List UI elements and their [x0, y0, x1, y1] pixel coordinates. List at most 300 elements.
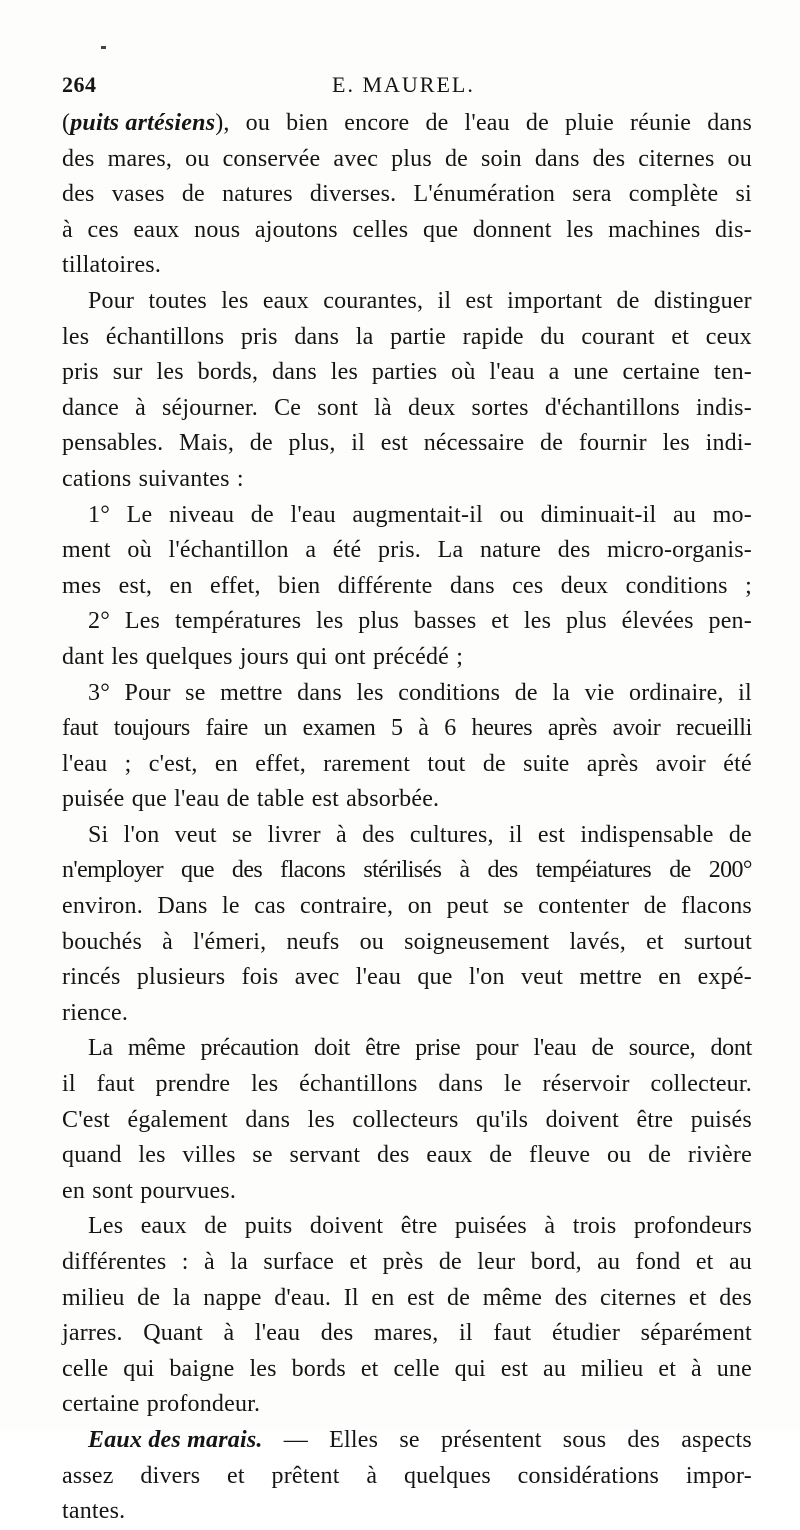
word: toujours [113, 715, 190, 742]
word: Si [88, 821, 109, 848]
word: c'est, [148, 750, 198, 777]
word: conservée [222, 145, 321, 172]
word: diminuait-il [540, 501, 657, 528]
word: nature [479, 537, 542, 564]
page-header [62, 72, 752, 102]
word: partie [390, 323, 446, 350]
word: Dans [157, 893, 208, 920]
word: quelques [403, 1462, 491, 1489]
word: effet, [210, 572, 261, 599]
word: en [214, 750, 238, 777]
word: dance [62, 394, 119, 421]
word: même [482, 1284, 543, 1311]
word: l'eau [464, 110, 510, 136]
word: conditions [398, 679, 501, 706]
word: examen [302, 715, 376, 742]
word: d'eau. [274, 1284, 332, 1311]
word: au [672, 501, 697, 528]
word: indis- [696, 394, 752, 421]
word: les [156, 359, 184, 386]
text-line [62, 960, 752, 996]
word: toutes [148, 287, 207, 314]
word: Elles [329, 1426, 379, 1453]
word: ou [499, 501, 524, 528]
word: et [695, 1249, 714, 1275]
word: les [251, 1071, 279, 1098]
word: flacons [681, 893, 752, 920]
word: tempéiatures [535, 857, 652, 884]
word: Il [343, 1284, 359, 1311]
word: dans [707, 110, 752, 136]
word: expé- [697, 964, 752, 991]
word: des [377, 1142, 410, 1169]
word: de [648, 1142, 672, 1169]
word: Ce [274, 394, 302, 421]
word: ten- [713, 359, 752, 386]
word: le [222, 893, 240, 920]
text-line [62, 391, 752, 427]
word: flacons [280, 857, 346, 884]
word: à [690, 1355, 702, 1382]
word: dis- [715, 216, 752, 243]
word: celle [393, 1355, 440, 1382]
word: — [283, 1426, 308, 1453]
text-line [62, 1103, 752, 1139]
word: de [669, 857, 691, 884]
word: l'eau [489, 359, 535, 386]
word: plusieurs [136, 964, 226, 991]
word: élevées [621, 608, 694, 635]
word: les [316, 608, 344, 635]
word: certaine [62, 1391, 140, 1418]
word: des [320, 1320, 354, 1347]
word: courantes, [323, 287, 424, 314]
word: rincés [62, 964, 121, 991]
text-line [62, 747, 752, 783]
word: que [422, 216, 459, 243]
word: donnent [472, 216, 552, 243]
text-line [62, 1494, 752, 1530]
word: l'eau [533, 1035, 577, 1062]
word: également [127, 1106, 228, 1133]
running-head: E. MAUREL. [332, 72, 475, 97]
word: eaux [140, 1213, 187, 1240]
word: où [451, 359, 476, 386]
word: dans [534, 145, 580, 172]
word: bien [286, 110, 329, 136]
word: que [131, 786, 167, 813]
word: les [566, 216, 594, 243]
word: dans [297, 679, 342, 706]
word: les [221, 287, 249, 314]
word: avec [294, 964, 340, 991]
word: : [181, 1249, 189, 1275]
word: ces [512, 572, 544, 599]
word: bords [291, 1355, 346, 1382]
word: se [185, 679, 206, 706]
word: jarres. [62, 1320, 123, 1347]
word: ou [185, 145, 210, 172]
word: sortes [471, 394, 529, 421]
word: qui [454, 1355, 486, 1382]
word: plus, [288, 430, 336, 457]
word: bouchés [62, 928, 143, 955]
word: vases [111, 181, 165, 208]
word: doit [313, 1035, 351, 1062]
word: livrer [267, 821, 321, 848]
word: de [514, 679, 538, 706]
word: le [503, 1071, 522, 1098]
text-line [62, 676, 752, 712]
word: trois [572, 1213, 617, 1240]
word: tantes. [62, 1498, 126, 1525]
page-number: 264 [62, 72, 97, 97]
word: faire [205, 715, 249, 742]
word: la [230, 1249, 249, 1275]
word: pluie [564, 110, 614, 136]
word: de [489, 1142, 513, 1169]
word: celles [352, 216, 409, 243]
word: faut [96, 1071, 135, 1098]
word: été [332, 537, 362, 564]
word: sont [92, 1177, 134, 1204]
word: complète [628, 181, 719, 208]
text-line [62, 355, 752, 391]
word: de [249, 430, 273, 457]
word: machines [608, 216, 701, 243]
word: en [169, 572, 193, 599]
word: fleuve [529, 1142, 591, 1169]
word: basses [413, 608, 477, 635]
word: puisés [690, 1106, 752, 1133]
word: de [226, 786, 250, 813]
word: effet, [255, 750, 306, 777]
word: assez [62, 1462, 114, 1489]
word: nous [194, 216, 241, 243]
word: de [540, 430, 564, 457]
word: rapide [462, 323, 524, 350]
word: ont [334, 643, 366, 670]
word: différentes [62, 1249, 167, 1275]
word: les [330, 359, 358, 386]
word: faut [62, 715, 99, 742]
text-line [62, 1423, 752, 1459]
text-line [62, 106, 752, 142]
word: collecteurs [352, 1106, 459, 1133]
word: que [181, 857, 214, 884]
word: un [263, 715, 288, 742]
word: de [447, 1284, 471, 1311]
word: l'échantillon [168, 537, 289, 564]
word: encore [344, 110, 410, 136]
word: et [646, 928, 664, 955]
word: ou [359, 928, 384, 955]
word: indispensable [580, 821, 714, 848]
word: dans [294, 323, 340, 350]
word: des [557, 537, 591, 564]
word: de [137, 1284, 161, 1311]
word: ; [456, 643, 464, 670]
word: C'est [62, 1106, 110, 1133]
word: précédé [373, 643, 450, 670]
word: recueilli [676, 715, 752, 742]
word: faut [493, 1320, 532, 1347]
word: a [548, 359, 560, 386]
word: milieu [580, 1355, 644, 1382]
text-line [62, 1067, 752, 1103]
word: il [62, 1071, 76, 1098]
text-line [62, 1031, 752, 1067]
word: 1° [88, 501, 110, 528]
word: suite [523, 750, 570, 777]
text-line [62, 1459, 752, 1495]
word: doivent [545, 1106, 620, 1133]
word: qui [296, 643, 328, 670]
word: bords, [197, 359, 259, 386]
word: plus [391, 145, 432, 172]
word: table [256, 786, 305, 813]
word: deux [407, 394, 456, 421]
word: eaux [262, 287, 309, 314]
word: certaine [622, 359, 700, 386]
word: à [162, 928, 174, 955]
word: il [508, 821, 523, 848]
word: se [399, 1426, 420, 1453]
word: ; [124, 750, 132, 777]
word: peut [446, 893, 489, 920]
word: 2° [88, 608, 110, 635]
word: pris [62, 359, 99, 386]
word: La [88, 1035, 113, 1062]
word: puisées [454, 1213, 527, 1240]
text-line [62, 213, 752, 249]
word: de [482, 750, 506, 777]
word: l'eau [174, 786, 220, 813]
word: Les [88, 1213, 124, 1240]
word: est [311, 786, 339, 813]
word: puisée [62, 786, 125, 813]
word: qu'ils [475, 1106, 529, 1133]
word: à [459, 857, 470, 884]
word: précaution [200, 1035, 299, 1062]
word: jours [239, 643, 289, 670]
word: et [349, 1249, 368, 1275]
word: ou [727, 145, 752, 172]
word: fois [241, 964, 279, 991]
word: et [227, 1462, 245, 1489]
word: profondeur. [146, 1391, 261, 1418]
word: doivent [309, 1213, 384, 1240]
word: avoir [612, 715, 661, 742]
word: a [305, 537, 317, 564]
word: des [592, 145, 626, 172]
word: en [371, 1284, 395, 1311]
word: prêtent [271, 1462, 340, 1489]
word: au [728, 1249, 752, 1275]
word: bord, [530, 1249, 582, 1275]
word: sur [112, 359, 143, 386]
text-line [62, 498, 752, 534]
text-line [62, 1209, 752, 1245]
word: sous [562, 1426, 607, 1453]
word: soin [481, 145, 522, 172]
text-line [62, 177, 752, 213]
word: mettre [579, 964, 642, 991]
word: être [636, 1106, 674, 1133]
word: de [643, 893, 667, 920]
word: les [307, 1106, 335, 1133]
word: et [671, 323, 690, 350]
text-line [62, 1174, 752, 1210]
word: dans [272, 359, 317, 386]
word: (puits artésiens), [62, 110, 230, 136]
word: en [62, 1177, 86, 1204]
word: et [658, 1355, 677, 1382]
word: se [252, 1142, 273, 1169]
word: échantillons [299, 1071, 418, 1098]
word: pris [240, 323, 278, 350]
word: pen- [708, 608, 752, 635]
text-line [62, 853, 752, 889]
word: nécessaire [423, 430, 525, 457]
text-line [62, 462, 752, 498]
word: puits [244, 1213, 293, 1240]
word: considérations [517, 1462, 660, 1489]
word: divers [140, 1462, 201, 1489]
text-line [62, 533, 752, 569]
text-line [62, 1245, 752, 1281]
word: Quant [143, 1320, 203, 1347]
word: des [487, 857, 518, 884]
word: suivantes [138, 465, 230, 492]
word: séparément [640, 1320, 752, 1347]
word: les [356, 679, 384, 706]
text-line [62, 320, 752, 356]
word: pensables. [62, 430, 164, 457]
word: ou [245, 110, 271, 136]
word: de [204, 1213, 228, 1240]
word: augmentait-il [352, 501, 483, 528]
word: la [172, 1284, 191, 1311]
text-line [62, 1352, 752, 1388]
word: courant [581, 323, 655, 350]
word: d'échantillons [544, 394, 680, 421]
word: ces [87, 216, 119, 243]
word: une [573, 359, 609, 386]
word: soigneusement [404, 928, 550, 955]
word: avoir [655, 750, 706, 777]
text-line [62, 996, 752, 1032]
word: 6 [444, 715, 456, 742]
word: être [400, 1213, 438, 1240]
word: sont [317, 394, 359, 421]
word: 200° [708, 857, 752, 884]
word: où [127, 537, 152, 564]
word: de [181, 181, 205, 208]
word: pourvues. [140, 1177, 237, 1204]
word: rarement [323, 750, 411, 777]
word: cas [254, 893, 286, 920]
word: il [459, 1320, 473, 1347]
word: et [491, 608, 510, 635]
word: de [728, 821, 752, 848]
word: ajoutons [254, 216, 338, 243]
word: prise [415, 1035, 461, 1062]
word: niveau [168, 501, 235, 528]
word: à [336, 821, 347, 848]
word: des [62, 181, 95, 208]
word: neufs [286, 928, 340, 955]
word: les [249, 1355, 277, 1382]
word: est [537, 821, 566, 848]
word: séjourner. [162, 394, 258, 421]
word: après [547, 715, 598, 742]
word: : [236, 465, 244, 492]
word: citernes [638, 145, 715, 172]
word: Eaux des marais. [88, 1426, 263, 1453]
word: en [658, 964, 682, 991]
text-line [62, 818, 752, 854]
word: près [382, 1249, 424, 1275]
text-line [62, 711, 752, 747]
word: été [723, 750, 752, 777]
word: même [127, 1035, 186, 1062]
word: il [738, 679, 752, 706]
word: rivière [687, 1142, 752, 1169]
word: celle [62, 1355, 109, 1382]
word: après [586, 750, 639, 777]
word: micro-organis- [606, 537, 752, 564]
word: La [437, 537, 464, 564]
word: L'énumération [413, 181, 556, 208]
word: une [716, 1355, 752, 1382]
word: profondeurs [633, 1213, 752, 1240]
word: présentent [440, 1426, 542, 1453]
word: ordinaire, [629, 679, 724, 706]
word: contraire, [299, 893, 394, 920]
word: surface [263, 1249, 335, 1275]
word: source, [628, 1035, 696, 1062]
word: villes [182, 1142, 236, 1169]
word: l'eau [290, 501, 336, 528]
word: réservoir [542, 1071, 630, 1098]
word: des [554, 1284, 588, 1311]
word: distinguer [653, 287, 752, 314]
word: de [616, 287, 640, 314]
word: se [503, 893, 524, 920]
word: l'eau [355, 964, 402, 991]
word: plus [358, 608, 400, 635]
body-text [62, 106, 752, 1530]
word: quelques [145, 643, 233, 670]
word: si [735, 181, 752, 208]
word: réunie [630, 110, 692, 136]
word: la [552, 679, 571, 706]
word: tillatoires. [62, 252, 162, 279]
word: fournir [578, 430, 647, 457]
word: stérilisés [363, 857, 442, 884]
word: et [360, 1355, 379, 1382]
text-line [62, 604, 752, 640]
word: conditions [625, 572, 728, 599]
word: vie [584, 679, 615, 706]
word: est [380, 430, 408, 457]
word: dant [62, 643, 105, 670]
word: aspects [681, 1426, 752, 1453]
word: prendre [155, 1071, 231, 1098]
word: qui [123, 1355, 155, 1382]
word: dont [710, 1035, 752, 1062]
